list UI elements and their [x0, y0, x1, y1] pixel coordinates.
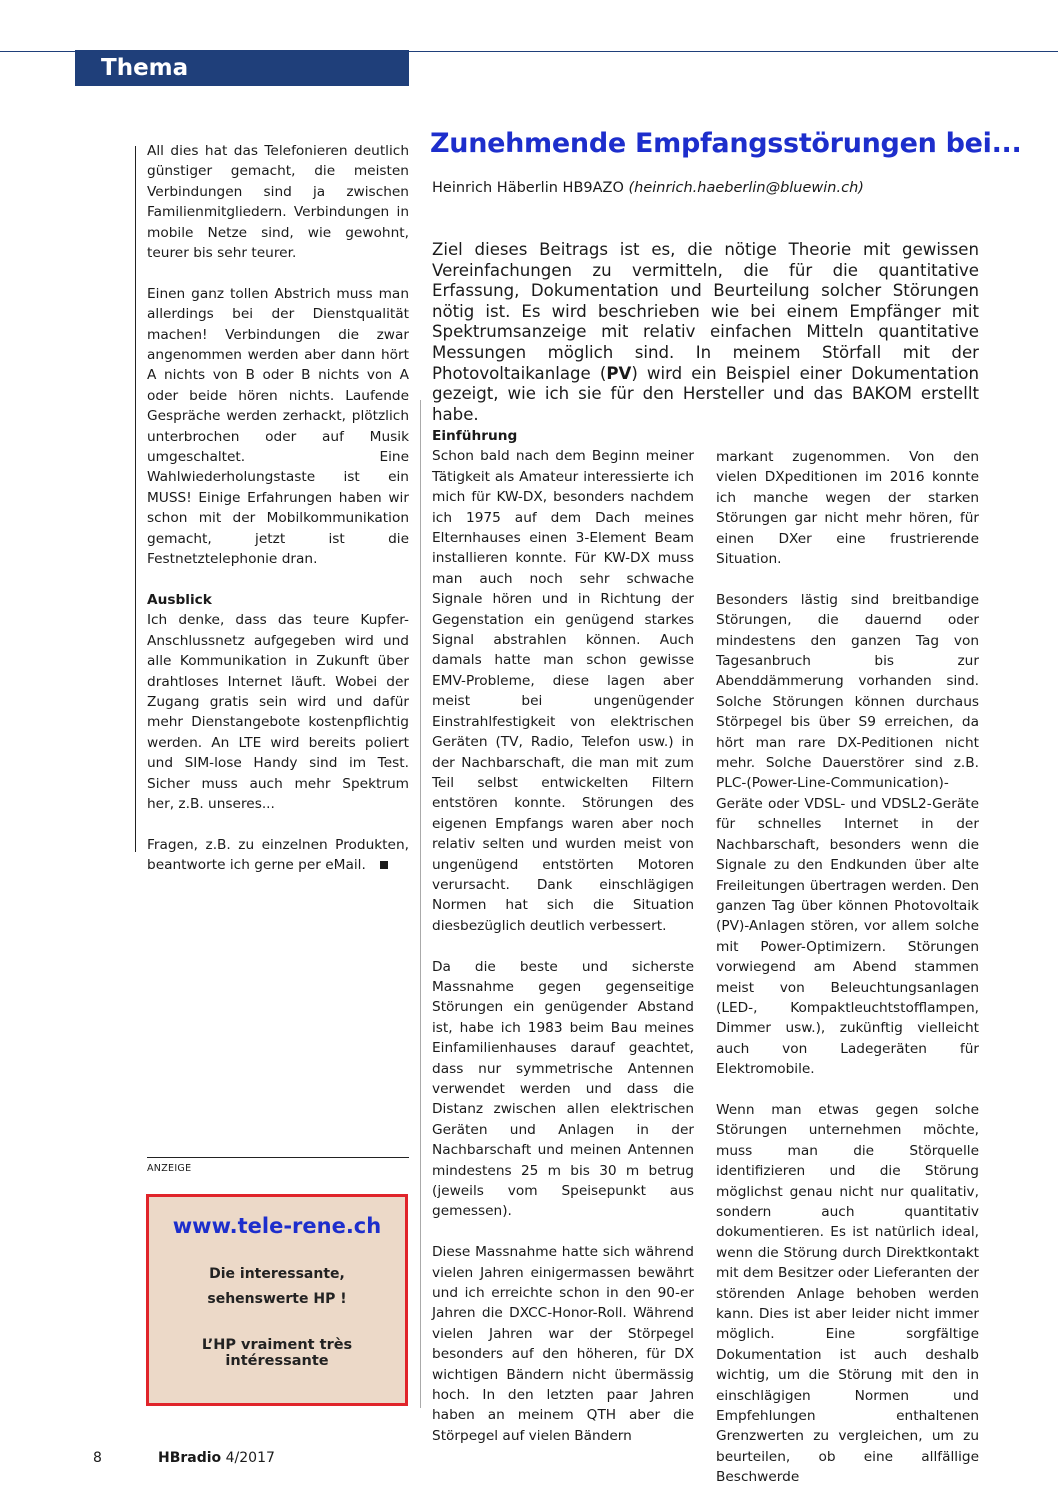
closing-text: Fragen, z.B. zu einzelnen Produkten, beantworte ich gerne per eMail.	[147, 836, 409, 874]
middle-column-rule	[420, 400, 421, 1408]
mid-paragraph-3: Diese Massnahme hatte sich während vielen Jahren einigermassen bewährt und ich erreichte schon in den 90-er Jahren die DXCC-Honor-Roll. Während vielen Jahren war der Störpegel besonders auf den höheren, für DX wichtigen Bändern nicht übermässig hoch. In den letzten paar Jahren haben an meinem QTH aber die Störpegel auf vielen Bändern	[432, 1244, 694, 1444]
ausblick-heading: Ausblick	[147, 591, 212, 608]
page-number: 8	[93, 1450, 102, 1466]
ad-line-1: Die interessante,	[209, 1266, 345, 1282]
right-column	[716, 447, 979, 1508]
right-paragraph-2: Besonders lästig sind breitbandige Störungen, die dauernd oder mindestens den ganzen Tag von Tagesanbruch bis zur Abenddämmerung vorhanden sind. Solche Störungen können durchaus Störpegel bis über S9 erreichen, da hört man rare DX-Peditionen nicht mehr. Solche Dauerstörer sind z.B. PLC-(Power-Line-Communication)-Geräte oder VDSL- und VDSL2-Geräte für schnelles Internet in der Nachbarschaft, besonders wenn die Signale zu den Endkunden über alte Freileitungen übertragen werden. Den ganzen Tag über können Photovoltaik (PV)-Anlagen stören, vor allem solche mit Power-Optimizern. Störungen vorwiegend am Abend stammen meist von Beleuchtungsanlagen (LED-, Kompaktleuchtstofflampen, Dimmer usw.), zukünftig vielleicht auch von Ladegeräten für Elektromobile.	[716, 591, 979, 1078]
ad-label: ANZEIGE	[147, 1163, 192, 1174]
magazine-name: HBradio	[158, 1450, 222, 1466]
mid-paragraph-1: Schon bald nach dem Beginn meiner Tätigkeit als Amateur interessierte ich mich für KW-DX, besonders nachdem ich 1975 auf dem Dach meines Elternhauses einen 3-Element Beam installieren konnte. Für KW-DX muss man auch noch sehr schwache Signale hören und in Richtung der Gegenstation ein genügend starkes Signal abstrahlen können. Auch damals hatte man schon gewisse EMV-Probleme, diese lagen aber meist bei ungenügender Einstrahlfestigkeit von elektrischen Geräten (TV, Radio, Telefon usw.) in der Nachbarschaft, die man mit zum Teil selbst entwickelten Filtern entstören konnte. Störungen des eigenen Empfangs waren aber noch relativ selten und wurden meist von ungenügend entstörten Motoren verursacht. Dank einschlägigen Normen hat sich die Situation diesbezüglich deutlich verbessert.	[432, 448, 694, 934]
article-title: Zunehmende Empfangsstörungen bei...	[430, 128, 1022, 159]
author-name: Heinrich Häberlin HB9AZO	[432, 180, 624, 196]
left-column	[147, 141, 409, 896]
right-paragraph-1: markant zugenommen. Von den vielen DXpeditionen im 2016 konnte ich manche wegen der starken Störungen gar nicht mehr hören, für einen DXer eine frustrierende Situation.	[716, 449, 979, 568]
issue-number: 4/2017	[225, 1450, 275, 1466]
lead-text-1: Ziel dieses Beitrags ist es, die nötige Theorie mit gewissen Vereinfachungen zu vermitteln, die für die quantitative Erfassung, Dokumentation und Beurteilung solcher Störungen nötig ist. Es wird beschrieben wie bei einem Empfänger mit Spektrumsanzeige mit relativ einfachen Mitteln quantitative Messungen möglich sind. In meinem Störfall mit der Photovoltaikanlage (	[432, 240, 979, 383]
end-mark-icon	[380, 861, 388, 869]
left-paragraph-3: Ich denke, dass das teure Kupfer-Anschlussnetz aufgegeben wird und alle Kommunikation in Zukunft über drahtloses Internet läuft. Wobei der Zugang gratis sein wird und dafür mehr Dienstangebote kostenpflichtig werden. An LTE wird bereits poliert und SIM-lose Handy sind im Test. Sicher muss auch mehr Spektrum her, z.B. unseres...	[147, 612, 409, 812]
right-paragraph-3: Wenn man etwas gegen solche Störungen unternehmen möchte, muss man die Störquelle identifizieren und die Störung möglichst genau nicht nur qualitativ, sondern auch quantitativ dokumentieren. Es ist natürlich ideal, wenn die Störung durch Direktkontakt mit dem Besitzer oder Lieferanten der störenden Anlage behoben werden kann. Dies ist aber leider nicht immer möglich. Eine sorgfältige Dokumentation ist auch deshalb wichtig, um die Störung mit den in einschlägigen Normen und Empfehlungen enthaltenen Grenzwerten zu vergleichen, um zu beurteilen, ob eine allfällige Beschwerde	[716, 1101, 979, 1486]
left-paragraph-4	[147, 835, 409, 876]
ad-url[interactable]: www.tele-rene.ch	[172, 1214, 382, 1238]
advertisement[interactable]	[146, 1194, 408, 1406]
left-paragraph-2: Einen ganz tollen Abstrich muss man allerdings bei der Dienstqualität machen! Verbindungen die zwar angenommen werden aber dann hört A nichts von B oder B nichts von A oder beide hören nichts. Laufende Gespräche werden zerhackt, plötzlich unterbrochen oder auf Musik umgeschaltet. Eine Wahlwiederholungstaste ist ein MUSS! Einige Erfahrungen haben wir schon mit der Mobilkommunikation gemacht, jetzt ist die Festnetztelephonie dran.	[147, 285, 409, 568]
left-paragraph-1: All dies hat das Telefonieren deutlich günstiger gemacht, die meisten Verbindungen sind ja zwischen Familienmitgliedern. Verbindungen in mobile Netze sind, wie gewohnt, teurer bis sehr teurer.	[147, 143, 409, 262]
lead-text-2: ) wird ein Beispiel einer Dokumentation gezeigt, wie ich sie für den Hersteller und das BAKOM erstellt habe.	[432, 363, 979, 424]
article-lead	[432, 240, 979, 425]
ad-line-3: L’HP vraiment très intéressante	[201, 1337, 353, 1369]
left-column-rule	[135, 146, 136, 852]
section-label: Thema	[75, 50, 409, 86]
middle-column	[432, 426, 694, 1467]
einfuehrung-heading: Einführung	[432, 428, 518, 444]
ad-rule	[147, 1157, 409, 1158]
magazine-issue	[158, 1450, 275, 1466]
author-email[interactable]: (heinrich.haeberlin@bluewin.ch)	[628, 180, 864, 196]
lead-pv-abbrev: PV	[606, 363, 632, 383]
ad-line-2: sehenswerte HP !	[207, 1291, 347, 1307]
article-author	[432, 180, 864, 196]
mid-paragraph-2: Da die beste und sicherste Massnahme gegen gegenseitige Störungen ein genügender Abstand ist, habe ich 1983 beim Bau meines Einfamilienhauses darauf geachtet, dass nur symmetrische Antennen verwendet werden und dass die Distanz zwischen allen elektrischen Geräten und Anlagen in der Nachbarschaft und meinen Antennen mindestens 25 m bis 30 m betrug (jeweils vom Speisepunkt aus gemessen).	[432, 958, 694, 1220]
